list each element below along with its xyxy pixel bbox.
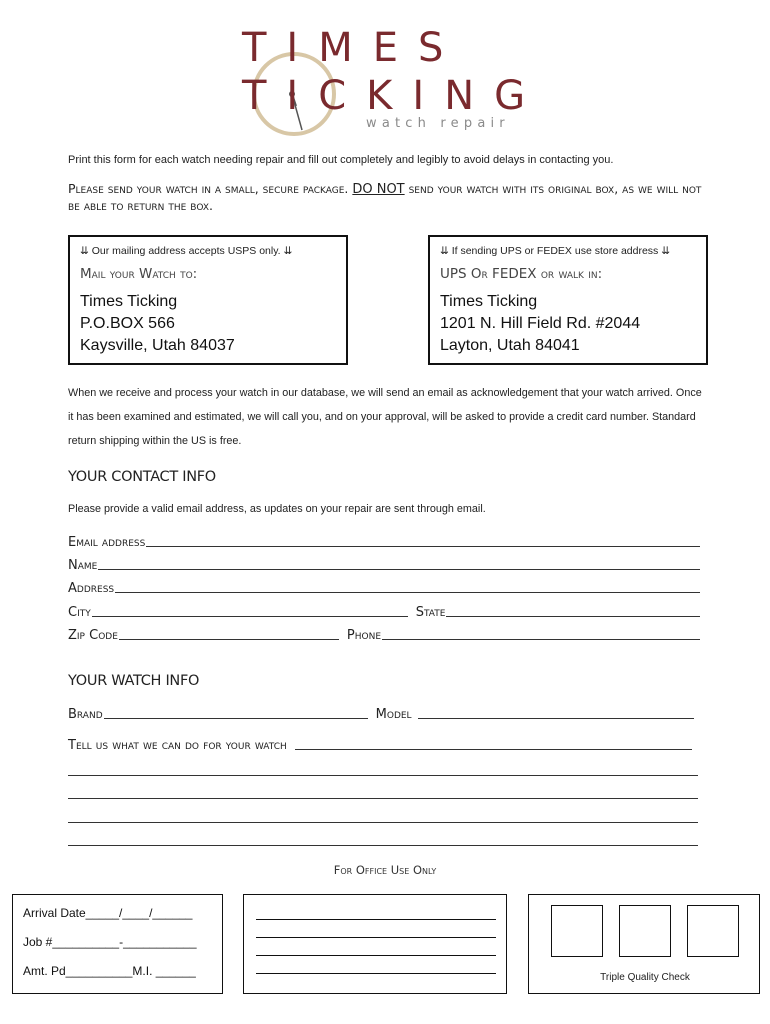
package-text-2: send your watch with its original box, as we will not be able to return the box.: [68, 181, 702, 213]
mailing-address-box: [68, 235, 348, 365]
email-line[interactable]: [146, 546, 700, 547]
quality-check-square-2[interactable]: [619, 905, 671, 957]
zip-phone-row: [68, 625, 700, 643]
zip-line[interactable]: [119, 639, 339, 640]
office-note-line-1[interactable]: [256, 919, 496, 920]
address-line[interactable]: [115, 592, 700, 593]
phone-label: Phone: [346, 628, 382, 643]
email-field[interactable]: [68, 532, 700, 550]
brand-label: Brand: [68, 707, 103, 722]
office-note-line-2[interactable]: [256, 937, 496, 938]
mailing-line-1: Times Ticking: [80, 293, 178, 310]
arrival-date-field: Arrival Date_____/____/______: [23, 906, 193, 920]
name-label: Name: [68, 558, 98, 573]
city-state-row: [68, 602, 700, 620]
contact-note: Please provide a valid email address, as updates on your repair are sent through email.: [68, 503, 486, 515]
mailing-note: ⇊ Our mailing address accepts USPS only. ⇊: [80, 245, 293, 257]
tell-us-field[interactable]: [68, 735, 692, 753]
brand-model-row: [68, 704, 694, 722]
amount-paid-field: Amt. Pd__________M.I. ______: [23, 964, 196, 978]
office-use-label: For Office Use Only: [333, 863, 437, 877]
city-line[interactable]: [92, 616, 408, 617]
office-details-box: [12, 894, 223, 994]
office-note-line-4[interactable]: [256, 973, 496, 974]
quality-check-square-3[interactable]: [687, 905, 739, 957]
store-line-2: 1201 N. Hill Field Rd. #2044: [440, 315, 641, 332]
name-field[interactable]: [68, 555, 700, 573]
tell-us-label: Tell us what we can do for your watch: [68, 738, 287, 753]
job-number-field: Job #__________-___________: [23, 935, 197, 949]
package-text-1: Please send your watch in a small, secure package.: [68, 181, 353, 196]
city-label: City: [68, 605, 91, 620]
email-label: Email address: [68, 535, 146, 550]
store-heading: UPS Or FEDEX or walk in:: [440, 266, 603, 282]
do-not-text: DO NOT: [352, 182, 405, 197]
mailing-heading: Mail your Watch to:: [80, 266, 198, 282]
watch-section-title: YOUR WATCH INFO: [68, 673, 200, 689]
state-line[interactable]: [446, 616, 700, 617]
brand-line[interactable]: [104, 718, 368, 719]
store-address-box: [428, 235, 708, 365]
name-line[interactable]: [98, 569, 700, 570]
notes-line-4[interactable]: [68, 845, 698, 846]
address-field[interactable]: [68, 578, 700, 596]
notes-line-3[interactable]: [68, 822, 698, 823]
zip-label: Zip Code: [68, 628, 118, 643]
mailing-line-3: Kaysville, Utah 84037: [80, 337, 235, 354]
package-instructions: [68, 181, 708, 214]
triple-quality-check-label: Triple Quality Check: [600, 972, 690, 983]
acknowledgement-text: When we receive and process your watch in our database, we will send an email as acknowledgement that your watch arrived. Once it has been examined and estimated, we will call you, and on your approval, will be asked to provide a credit card number. Standard return shipping within the US is free.: [68, 387, 702, 447]
state-label: State: [415, 605, 446, 620]
model-line[interactable]: [418, 718, 694, 719]
store-line-1: Times Ticking: [440, 293, 538, 310]
logo-word-times: TIMES: [242, 25, 464, 71]
notes-line-1[interactable]: [68, 775, 698, 776]
logo-tagline: watch repair: [366, 116, 510, 131]
phone-line[interactable]: [382, 639, 700, 640]
intro-text: Print this form for each watch needing repair and fill out completely and legibly to avoid delays in contacting you.: [68, 154, 614, 166]
logo: [236, 24, 546, 144]
quality-check-square-1[interactable]: [551, 905, 603, 957]
address-label: Address: [68, 581, 115, 596]
quality-check-box: [528, 894, 760, 994]
office-note-line-3[interactable]: [256, 955, 496, 956]
model-label: Model: [375, 707, 412, 722]
contact-section-title: YOUR CONTACT INFO: [68, 469, 216, 485]
office-notes-box: [243, 894, 507, 994]
tell-us-line[interactable]: [295, 749, 692, 750]
logo-word-ticking: TICKING: [242, 73, 546, 119]
store-note: ⇊ If sending UPS or FEDEX use store address ⇊: [440, 245, 671, 257]
store-line-3: Layton, Utah 84041: [440, 337, 580, 354]
mailing-line-2: P.O.BOX 566: [80, 315, 175, 332]
notes-line-2[interactable]: [68, 798, 698, 799]
